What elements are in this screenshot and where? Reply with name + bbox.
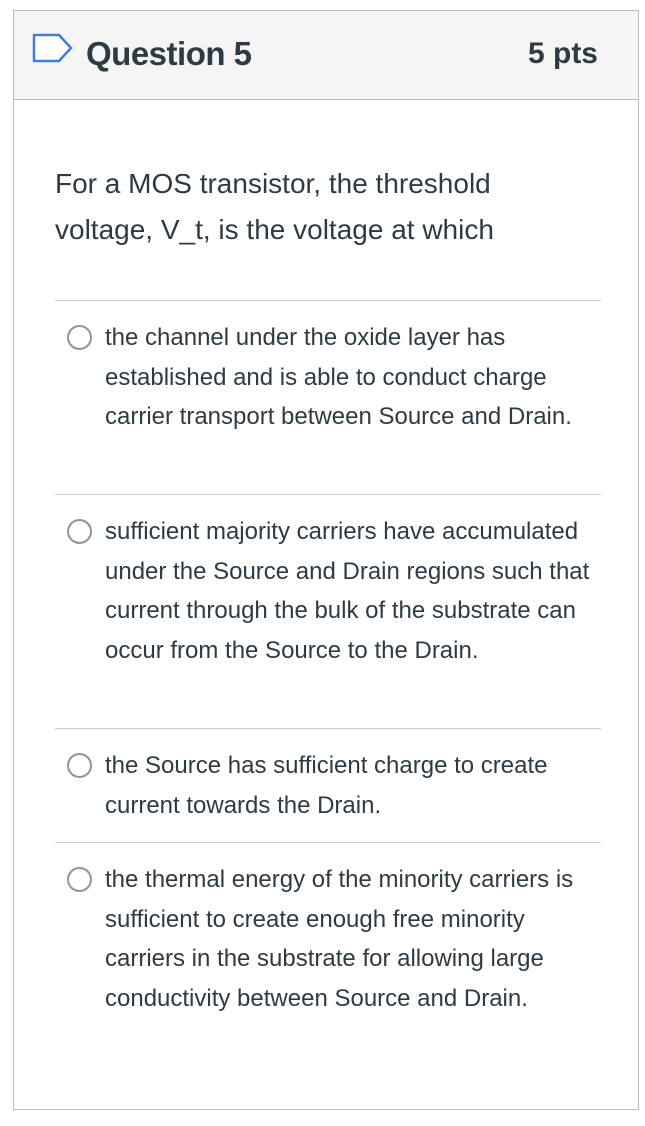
question-header [14,11,638,100]
answer-list [55,300,601,1072]
question-title: Question 5 [86,35,252,72]
question-text: For a MOS transistor, the threshold voltage, V_t, is the voltage at which [55,168,494,245]
radio-button[interactable] [67,519,92,544]
answer-label[interactable]: sufficient majority carriers have accumulated under the Source and Drain regions such that current through the bulk of the substrate can occur from the Source to the Drain. [105,518,590,664]
answer-label[interactable]: the channel under the oxide layer has established and is able to conduct charge carrier transport between Source and Drain. [105,324,572,430]
radio-button[interactable] [67,753,92,778]
answer-option-1[interactable] [55,300,601,494]
answer-option-4[interactable] [55,842,601,1072]
answer-option-3[interactable] [55,728,601,842]
answer-label[interactable]: the Source has sufficient charge to create current towards the Drain. [105,752,548,819]
radio-button[interactable] [67,867,92,892]
answer-label[interactable]: the thermal energy of the minority carriers is sufficient to create enough free minority carriers in the substrate for allowing large conductivity between Source and Drain. [105,866,574,1012]
question-card [13,10,639,1110]
answer-option-2[interactable] [55,494,601,728]
bookmark-flag-icon[interactable] [32,33,74,63]
radio-button[interactable] [67,325,92,350]
question-points: 5 pts [527,37,598,70]
